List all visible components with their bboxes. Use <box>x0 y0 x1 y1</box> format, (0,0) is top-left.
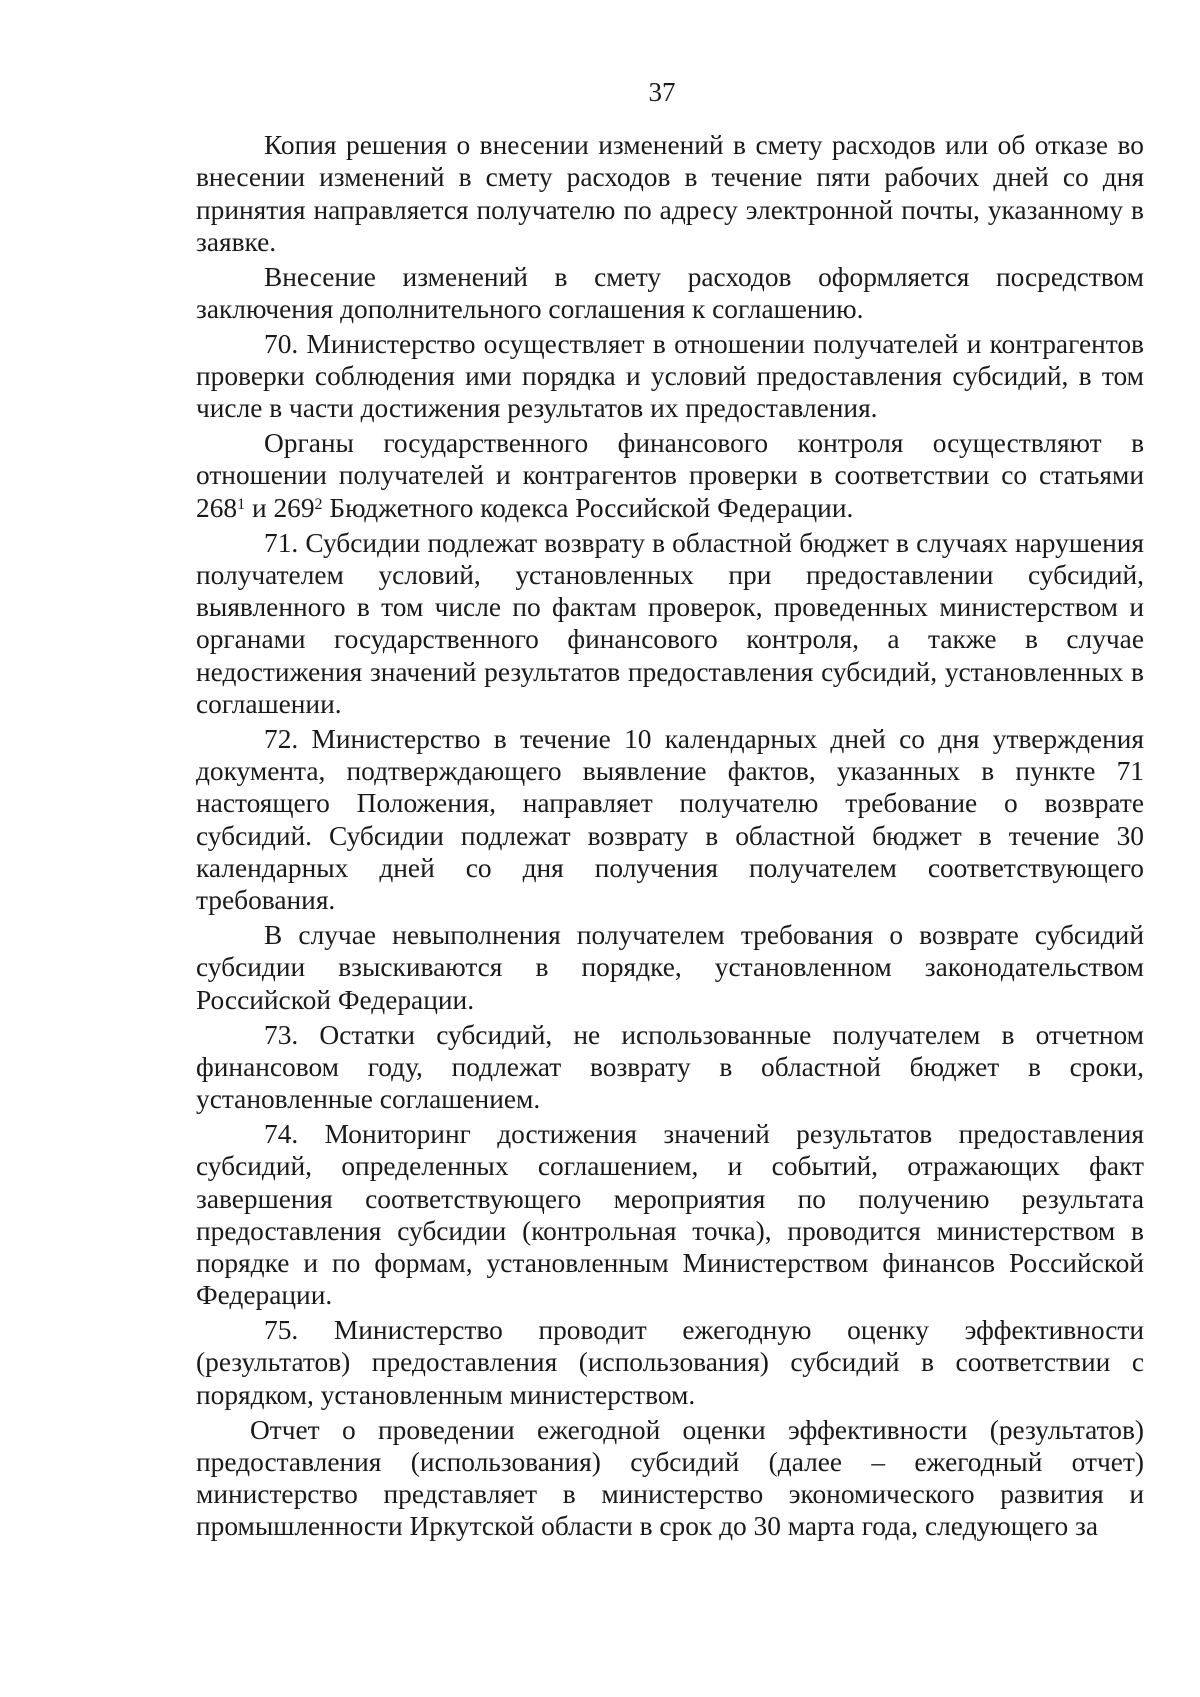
paragraph-clause-72: 72. Министерство в течение 10 календарных дней со дня утверждения документа, подтверждающего выявление фактов, указанных в пункте 71 настоящего Положения, направляет получателю требование о возврате субсидий. Субсидии подлежат возврату в областной бюджет в течение 30 календарных дней со дня получения получателем соответствующего требования. <box>196 723 1144 916</box>
paragraph-clause-75: 75. Министерство проводит ежегодную оценку эффективности (результатов) предоставления (использования) субсидий в соответствии с порядком, установленным министерством. <box>196 1315 1144 1410</box>
paragraph-financial-control-text-after: Бюджетного кодекса Российской Федерации. <box>322 492 854 523</box>
paragraph-clause-71: 71. Субсидии подлежат возврату в областной бюджет в случаях нарушения получателем условий, установленных при предоставлении субсидий, выявленного в том числе по фактам проверок, проведенных министерством и органами государственного финансового контроля, а также в случае недостижения значений результатов предоставления субсидий, установленных в соглашении. <box>196 527 1144 720</box>
paragraph-clause-73: 73. Остатки субсидий, не использованные получателем в отчетном финансовом году, подлежат возврату в областной бюджет в сроки, установленные соглашением. <box>196 1019 1144 1115</box>
document-body <box>196 129 1144 1545</box>
paragraph-annual-report: Отчет о проведении ежегодной оценки эффективности (результатов) предоставления (использования) субсидий (далее – ежегодный отчет) министерство представляет в министерство экономического развития и промышленности Иркутской области в срок до 30 марта года, следующего за <box>196 1414 1144 1542</box>
paragraph-changes-registration: Внесение изменений в смету расходов оформляется посредством заключения дополнительного соглашения к соглашению. <box>196 261 1144 324</box>
paragraph-copy-of-decision: Копия решения о внесении изменений в смету расходов или об отказе во внесении изменений в смету расходов в течение пяти рабочих дней со дня принятия направляется получателю по адресу электронной почты, указанному в заявке. <box>196 130 1144 257</box>
superscript-2: 2 <box>314 495 323 513</box>
superscript-1: 1 <box>237 495 246 513</box>
paragraph-non-fulfillment: В случае невыполнения получателем требования о возврате субсидий субсидии взыскиваются в порядке, установленном законодательством Российской Федерации. <box>196 920 1144 1015</box>
paragraph-clause-74: 74. Мониторинг достижения значений результатов предоставления субсидий, определенных соглашением, и событий, отражающих факт завершения соответствующего мероприятия по получению результата предоставления субсидии (контрольная точка), проводится министерством в порядке и по формам, установленным Министерством финансов Российской Федерации. <box>196 1118 1144 1311</box>
paragraph-financial-control <box>196 427 1144 524</box>
paragraph-financial-control-text-middle: и 269 <box>245 492 315 523</box>
paragraph-financial-control-text-before: Органы государственного финансового контроля осуществляют в отношении получателей и контрагентов проверки в соответствии со статьями 268 <box>196 428 1144 523</box>
page-number: 37 <box>648 77 676 107</box>
paragraph-clause-70: 70. Министерство осуществляет в отношении получателей и контрагентов проверки соблюдения ими порядка и условий предоставления субсидий, в том числе в части достижения результатов их предоставления. <box>196 328 1144 424</box>
